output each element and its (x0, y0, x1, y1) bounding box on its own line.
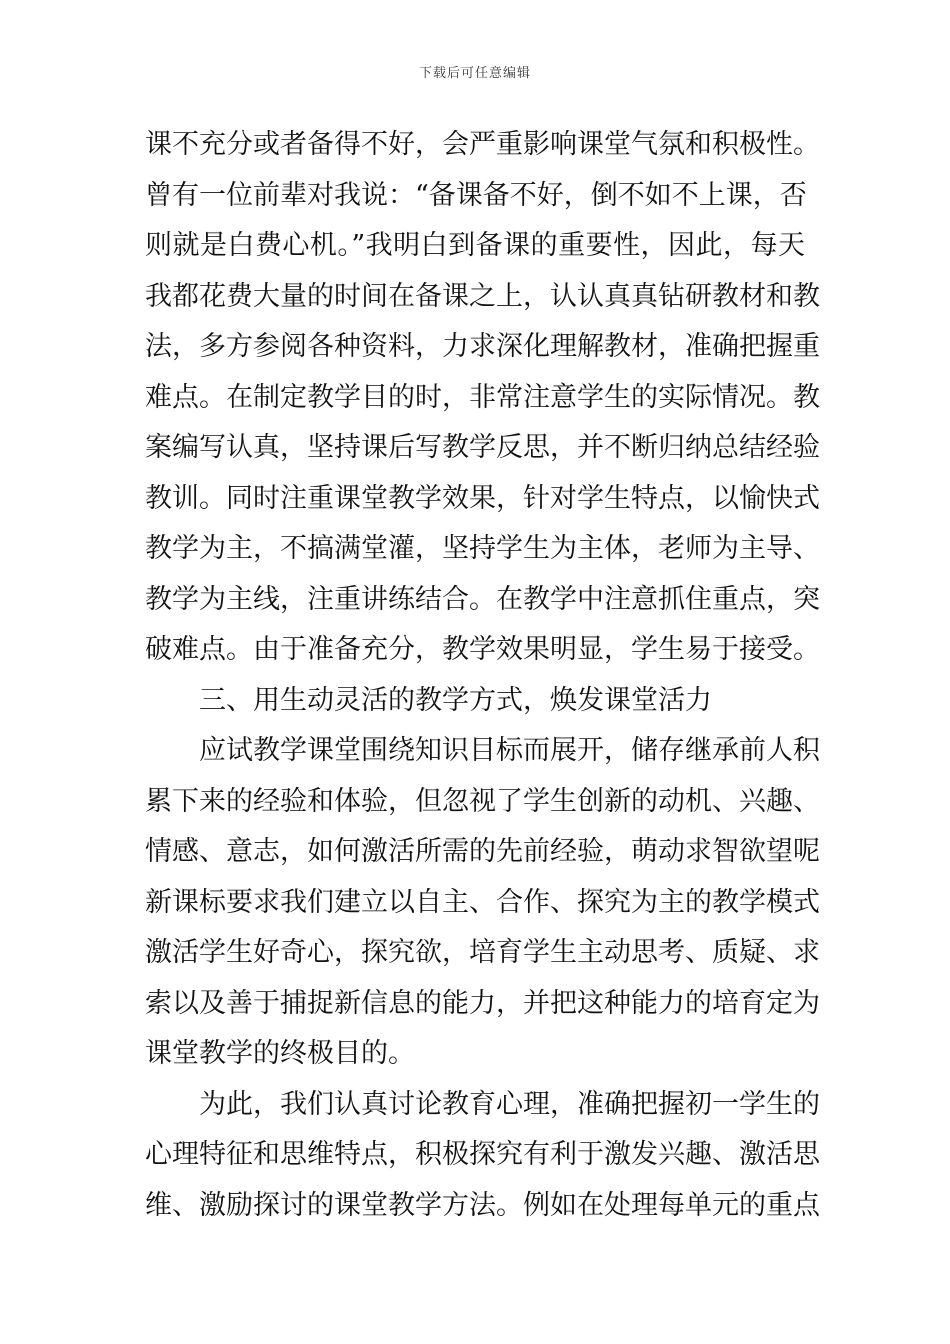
text-line: 情感、意志，如何激活所需的先前经验，萌动求智欲望呢 (145, 836, 820, 867)
document-body (145, 120, 820, 1231)
text-line: 为此，我们认真讨论教育心理，准确把握初一学生的 (199, 1088, 820, 1120)
text-line: 我都花费大量的时间在备课之上，认认真真钻研教材和教 (145, 280, 820, 312)
text-line: 新课标要求我们建立以自主、合作、探究为主的教学模式 (145, 886, 820, 918)
text-line: 累下来的经验和体验，但忽视了学生创新的动机、兴趣、 (145, 785, 820, 817)
text-line: 难点。在制定教学目的时，非常注意学生的实际情况。教 (145, 381, 820, 413)
text-line: 心理特征和思维特点，积极探究有利于激发兴趣、激活思 (145, 1139, 820, 1170)
text-line: 教训。同时注重课堂教学效果，针对学生特点，以愉快式 (145, 482, 820, 514)
text-line: 曾有一位前辈对我说：“备课备不好，倒不如不上课，否 (145, 179, 807, 211)
text-line: 维、激励探讨的课堂教学方法。例如在处理每单元的重点 (145, 1189, 820, 1221)
text-line: 案编写认真，坚持课后写教学反思，并不断归纳总结经验 (145, 432, 820, 463)
text-line: 激活学生好奇心，探究欲，培育学生主动思考、质疑、求 (145, 937, 820, 968)
text-line: 破难点。由于准备充分，教学效果明显，学生易于接受。 (145, 634, 820, 665)
text-line: 法，多方参阅各种资料，力求深化理解教材，准确把握重 (145, 331, 820, 362)
text-line: 教学为主，不搞满堂灌，坚持学生为主体，老师为主导、 (145, 533, 820, 564)
text-line: 课不充分或者备得不好，会严重影响课堂气氛和积极性。 (145, 129, 820, 160)
text-line: 教学为主线，注重讲练结合。在教学中注意抓住重点，突 (145, 583, 820, 615)
text-line: 课堂教学的终极目的。 (145, 1038, 415, 1069)
text-line: 应试教学课堂围绕知识目标而展开，储存继承前人积 (199, 735, 820, 766)
text-line: 则就是白费心机。”我明白到备课的重要性，因此，每天 (145, 230, 805, 261)
page-header: 下载后可任意编辑 (418, 66, 531, 81)
text-line: 索以及善于捕捉新信息的能力，并把这种能力的培育定为 (145, 987, 820, 1019)
text-line: 三、用生动灵活的教学方式，焕发课堂活力 (199, 684, 712, 716)
